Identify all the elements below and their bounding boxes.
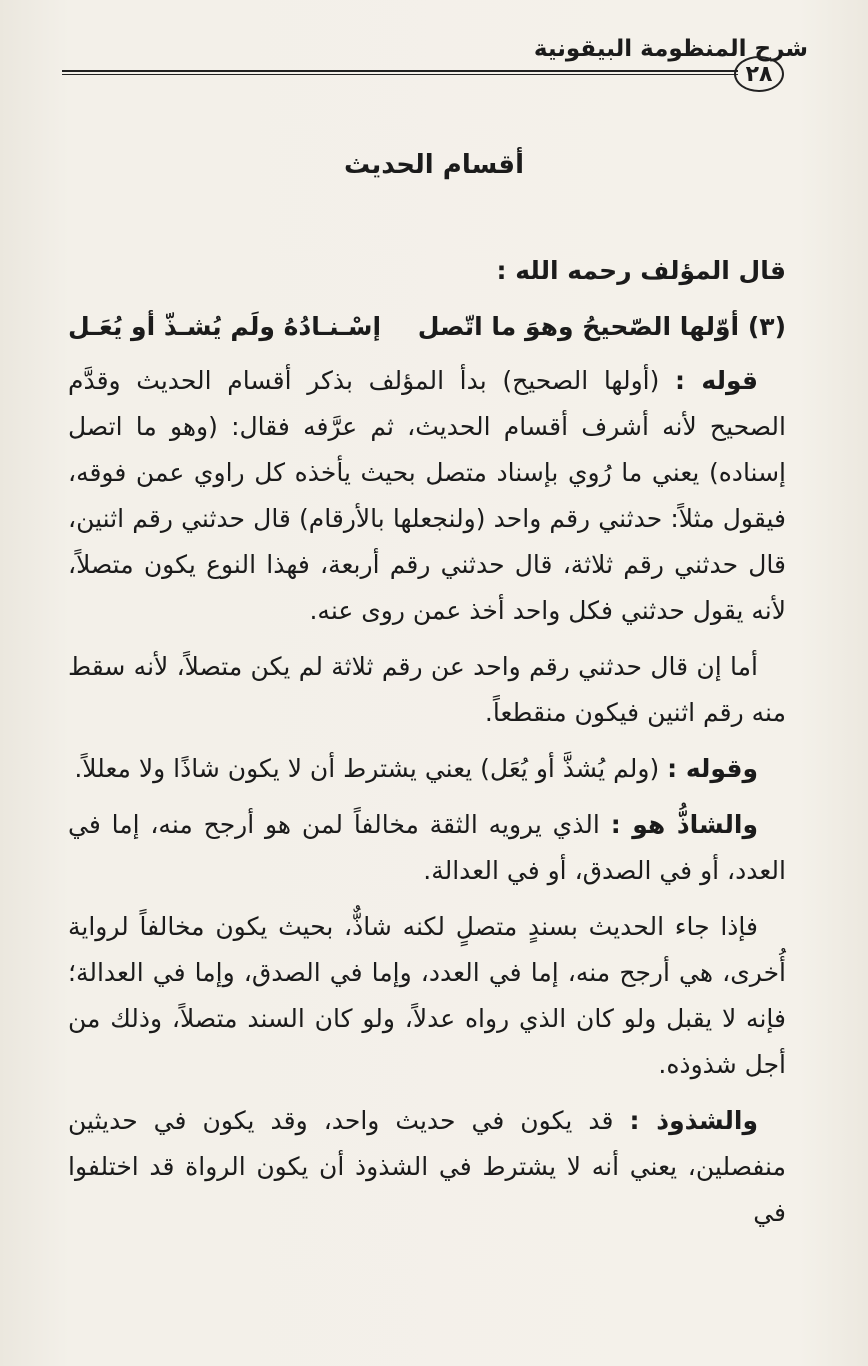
body-text: [68, 248, 786, 1246]
paragraph-5: [68, 904, 786, 1088]
paragraph-3: [68, 746, 786, 792]
page-number: ٢٨: [734, 56, 784, 92]
paragraph-4: [68, 802, 786, 894]
verse-second-half: إسْـنـادُهُ ولَم يُشـذّ أو يُعَـل: [68, 312, 382, 341]
paragraph-1: [68, 358, 786, 634]
paragraph-text: فإذا جاء الحديث بسندٍ متصلٍ لكنه شاذٌّ، بحيث يكون مخالفاً لرواية أُخرى، هي أرجح منه، إما في العدد، وإما في الصدق، وإما في العدالة؛ فإنه لا يقبل ولو كان الذي رواه عدلاً، ولو كان السند متصلاً، وذلك من أجل شذوذه.: [68, 912, 786, 1079]
paragraph-6: [68, 1098, 786, 1236]
paragraph-lead: والشاذُّ هو :: [610, 810, 758, 839]
verse-first-half: [418, 304, 786, 350]
paragraph-text: أما إن قال حدثني رقم واحد عن رقم ثلاثة لم يكن متصلاً، لأنه سقط منه رقم اثنين فيكون منقطعاً.: [68, 652, 786, 727]
paragraph-text: الذي يرويه الثقة مخالفاً لمن هو أرجح منه، إما في العدد، أو في الصدق، أو في العدالة.: [68, 810, 786, 885]
verse-first-text: أوّلها الصّحيحُ وهوَ ما اتّصل: [417, 312, 740, 341]
paragraph-text: (ولم يُشذَّ أو يُعَل) يعني يشترط أن لا يكون شاذًا ولا معللاً.: [74, 754, 660, 783]
verse-line: [68, 304, 786, 350]
intro-line: قال المؤلف رحمه الله :: [496, 256, 786, 285]
header-rule: [62, 70, 738, 75]
paragraph-2: [68, 644, 786, 736]
paragraph-lead: والشذوذ :: [629, 1106, 758, 1135]
section-title: أقسام الحديث: [344, 150, 524, 180]
paragraph-lead: وقوله :: [667, 754, 758, 783]
paragraph-lead: قوله :: [675, 366, 759, 395]
book-title: شرح المنظومة البيقونية: [533, 36, 808, 62]
verse-number: (٣): [747, 312, 786, 341]
paragraph-text: (أولها الصحيح) بدأ المؤلف بذكر أقسام الحديث وقدَّم الصحيح لأنه أشرف أقسام الحديث، ثم عرَّفه فقال: (وهو ما اتصل إسناده) يعني ما رُوي بإسناد متصل بحيث يأخذه كل راوي عمن فوقه، فيقول مثلاً: حدثني رقم واحد (ولنجعلها بالأرقام) قال حدثني رقم اثنين، قال حدثني رقم ثلاثة، قال حدثني رقم أربعة، فهذا النوع يكون متصلاً، لأنه يقول حدثني فكل واحد أخذ عمن روى عنه.: [68, 366, 786, 625]
paragraph-text: قد يكون في حديث واحد، وقد يكون في حديثين منفصلين، يعني أنه لا يشترط في الشذوذ أن يكون الرواة قد اختلفوا في: [68, 1106, 786, 1227]
